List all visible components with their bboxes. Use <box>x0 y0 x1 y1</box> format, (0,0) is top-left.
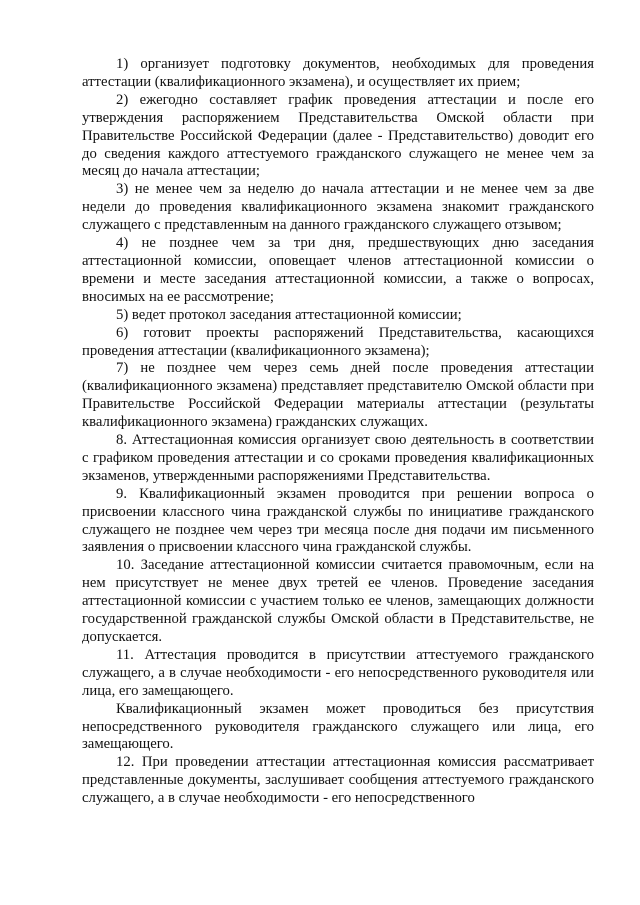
paragraph-item-4: 4) не позднее чем за три дня, предшествующих дню заседания аттестационной комиссии, оповещает членов аттестационной комиссии о времени и месте заседания аттестационной комиссии, а также о вопросах, вносимых на ее рассмотрение; <box>82 235 594 305</box>
paragraph-item-2: 2) ежегодно составляет график проведения аттестации и после его утверждения распоряжением Представительства Омской области при Правительстве Российской Федерации (далее - Представительство) доводит его до сведения каждого аттестуемого гражданского служащего не менее чем за месяц до начала аттестации; <box>82 91 594 180</box>
paragraph-item-7: 7) не позднее чем через семь дней после проведения аттестации (квалификационного экзамена) представляет представителю Омской области при Правительстве Российской Федерации материалы аттестации (результаты квалификационного экзамена) гражданских служащих. <box>82 360 594 431</box>
paragraph-8: 8. Аттестационная комиссия организует свою деятельность в соответствии с графиком проведения аттестации и со сроками проведения квалификационных экзаменов, утвержденными распоряжениями Представительства. <box>82 432 594 484</box>
paragraph-12: 12. При проведении аттестации аттестационная комиссия рассматривает представленные документы, заслушивает сообщения аттестуемого гражданского служащего, а в случае необходимости - его непосредственного <box>82 754 594 807</box>
document-body <box>82 56 594 808</box>
paragraph-item-5: 5) ведет протокол заседания аттестационной комиссии; <box>116 306 462 323</box>
paragraph-11-continuation: Квалификационный экзамен может проводиться без присутствия непосредственного руководителя гражданского служащего или лица, его замещающего. <box>82 700 594 753</box>
paragraph-9: 9. Квалификационный экзамен проводится при решении вопроса о присвоении классного чина гражданской службы по инициативе гражданского служащего не позднее чем через три месяца после дня подачи им письменного заявления о присвоении классного чина гражданской службы. <box>82 485 594 556</box>
paragraph-item-1: 1) организует подготовку документов, необходимых для проведения аттестации (квалификационного экзамена), и осуществляет их прием; <box>82 56 594 90</box>
paragraph-10: 10. Заседание аттестационной комиссии считается правомочным, если на нем присутствует не менее двух третей ее членов. Проведение заседания аттестационной комиссии с участием только ее членов, замещающих должности государственной гражданской службы Омской области в Представительстве, не допускается. <box>82 557 594 645</box>
paragraph-11: 11. Аттестация проводится в присутствии аттестуемого гражданского служащего, а в случае необходимости - его непосредственного руководителя или лица, его замещающего. <box>82 646 594 699</box>
paragraph-item-6: 6) готовит проекты распоряжений Представительства, касающихся проведения аттестации (квалификационного экзамена); <box>82 324 594 359</box>
paragraph-item-3: 3) не менее чем за неделю до начала аттестации и не менее чем за две недели до проведения квалификационного экзамена знакомит гражданского служащего с представленным на данного гражданского служащего отзывом; <box>82 181 594 234</box>
